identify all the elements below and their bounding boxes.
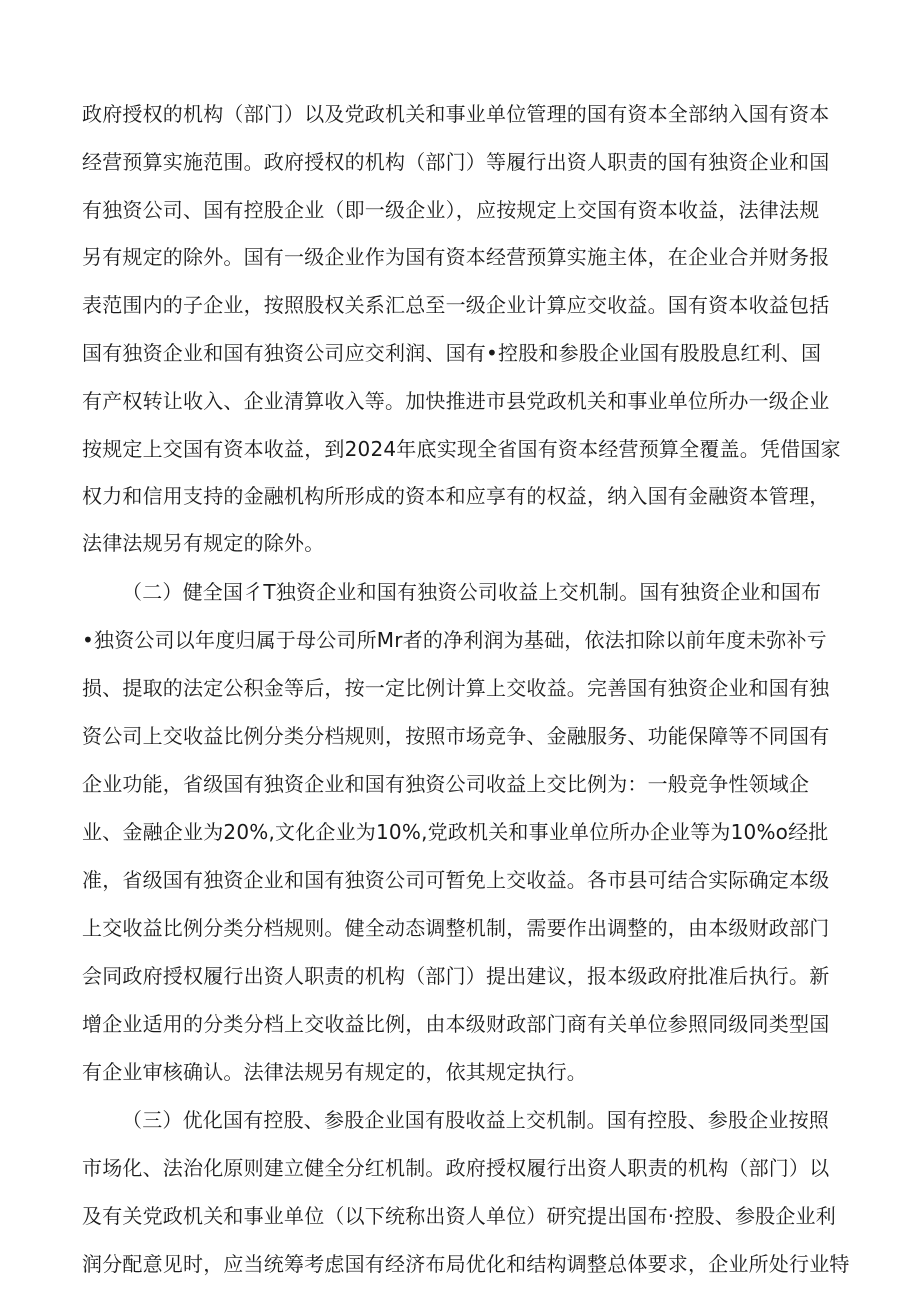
section-heading-line: （二）健全国彳T独资企业和国有独资公司收益上交机制。国有独资企业和国布 <box>122 580 822 604</box>
body-text-line: 上交收益比例分类分档规则。健全动态调整机制，需要作出调整的，由本级财政部门 <box>82 916 830 940</box>
body-text-line: 政府授权的机构（部门）以及党政机关和事业单位管理的国有资本全部纳入国有资本 <box>82 102 830 126</box>
body-text-line: 有企业审核确认。法律法规另有规定的，依其规定执行。 <box>82 1060 587 1084</box>
body-text-line: 企业功能，省级国有独资企业和国有独资公司收益上交比例为：一般竞争性领域企 <box>82 772 810 796</box>
body-text-line: 法律法规另有规定的除外。 <box>82 531 325 555</box>
body-text-line: 有独资公司、国有控股企业（即一级企业），应按规定上交国有资本收益，法律法规 <box>82 198 820 222</box>
body-text-line: 权力和信用支持的金融机构所形成的资本和应享有的权益，纳入国有金融资本管理， <box>82 484 830 508</box>
body-text-line: 及有关党政机关和事业单位（以下统称出资人单位）研究提出国布·控股、参股企业利 <box>82 1204 836 1228</box>
body-text-line: 准，省级国有独资企业和国有独资公司可暂免上交收益。各市县可结合实际确定本级 <box>82 868 830 892</box>
body-text-line: 另有规定的除外。国有一级企业作为国有资本经营预算实施主体，在企业合并财务报 <box>82 245 830 269</box>
body-text-line: 业、金融企业为20%,文化企业为10%,党政机关和事业单位所办企业等为10%o经批 <box>82 820 829 844</box>
body-text-line: 市场化、法治化原则建立健全分红机制。政府授权履行出资人职责的机构（部门）以 <box>82 1156 830 1180</box>
body-text-line: 经营预算实施范围。政府授权的机构（部门）等履行出资人职责的国有独资企业和国 <box>82 150 830 174</box>
body-text-line: 会同政府授权履行出资人职责的机构（部门）提出建议，报本级政府批准后执行。新 <box>82 964 830 988</box>
body-text-line: 表范围内的子企业，按照股权关系汇总至一级企业计算应交收益。国有资本收益包括 <box>82 293 830 317</box>
body-text-line: 增企业适用的分类分档上交收益比例，由本级财政部门商有关单位参照同级同类型国 <box>82 1012 830 1036</box>
body-text-line: 润分配意见时，应当统筹考虑国有经济布局优化和结构调整总体要求，企业所处行业特 <box>82 1252 850 1276</box>
body-text-line: 有产权转让收入、企业清算收入等。加快推进市县党政机关和事业单位所办一级企业 <box>82 389 830 413</box>
body-text-line: 按规定上交国有资本收益，到2024年底实现全省国有资本经营预算全覆盖。凭借国家 <box>82 437 841 461</box>
body-text-line: 损、提取的法定公积金等后，按一定比例计算上交收益。完善国有独资企业和国有独 <box>82 676 830 700</box>
section-heading-line: （三）优化国有控股、参股企业国有股收益上交机制。国有控股、参股企业按照 <box>122 1108 829 1132</box>
body-text-line: 资公司上交收益比例分类分档规则，按照市场竞争、金融服务、功能保障等不同国有 <box>82 724 830 748</box>
body-text-line: •独资公司以年度归属于母公司所Mr者的净利润为基础，依法扣除以前年度未弥补亏 <box>82 628 827 652</box>
body-text-line: 国有独资企业和国有独资公司应交利润、国有•控股和参股企业国有股股息红利、国 <box>82 341 822 365</box>
